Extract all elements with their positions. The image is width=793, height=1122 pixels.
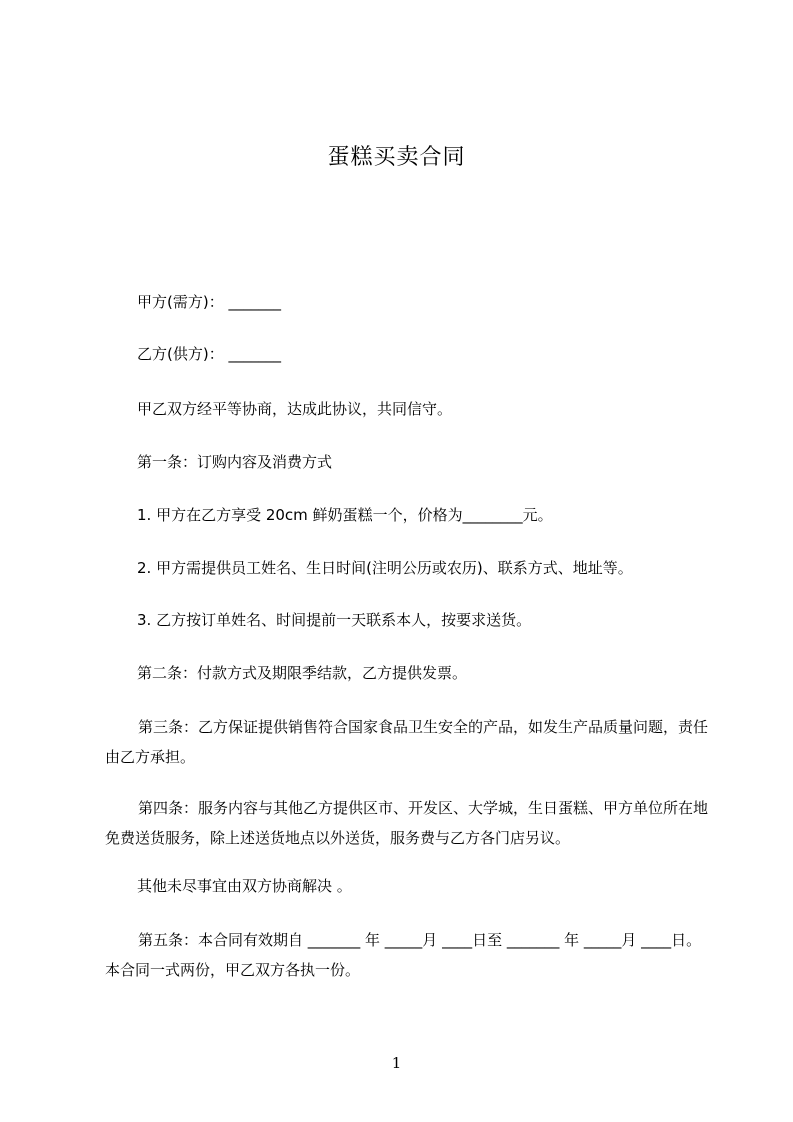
article1-heading: 第一条：订购内容及消费方式 bbox=[137, 453, 333, 471]
article1-item1: 1. 甲方在乙方享受 20cm 鲜奶蛋糕一个，价格为________元。 bbox=[137, 506, 553, 524]
article3-paragraph: 第三条：乙方保证提供销售符合国家食品卫生安全的产品，如发生产品质量问题，责任由乙方承担。 bbox=[105, 718, 709, 766]
intro-text: 甲乙双方经平等协商，达成此协议，共同信守。 bbox=[137, 400, 453, 418]
article4-paragraph: 第四条：服务内容与其他乙方提供区市、开发区、大学城，生日蛋糕、甲方单位所在地免费送货服务，除上述送货地点以外送货，服务费与乙方各门店另议。 bbox=[105, 799, 709, 847]
article2-text: 第二条：付款方式及期限季结款，乙方提供发票。 bbox=[137, 664, 468, 682]
article1-item3: 3. 乙方按订单姓名、时间提前一天联系本人，按要求送货。 bbox=[137, 611, 532, 629]
other-matters-text: 其他未尽事宜由双方协商解决 。 bbox=[137, 877, 352, 895]
article1-item2: 2. 甲方需提供员工姓名、生日时间(注明公历或农历)、联系方式、地址等。 bbox=[137, 559, 633, 577]
article5-paragraph: 第五条：本合同有效期自 _______ 年 _____月 ____日至 _______ 年 _____月 ____日。 本合同一式两份，甲乙双方各执一份。 bbox=[105, 931, 702, 979]
party-b-line: 乙方(供方)： _______ bbox=[137, 345, 281, 363]
document-title: 蛋糕买卖合同 bbox=[327, 145, 466, 170]
page-number: 1 bbox=[391, 1054, 402, 1072]
party-a-line: 甲方(需方)： _______ bbox=[137, 293, 281, 311]
